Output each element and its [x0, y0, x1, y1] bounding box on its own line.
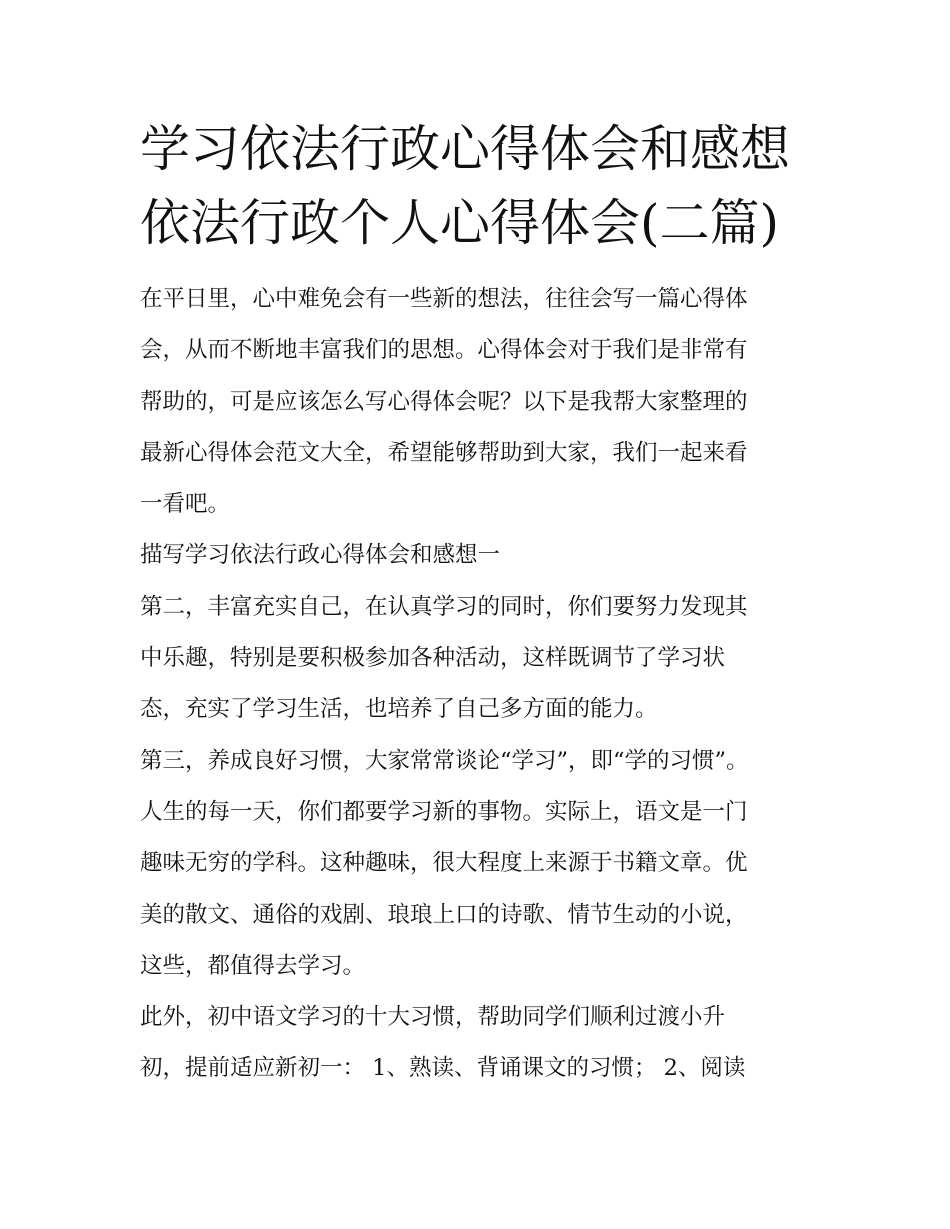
paragraph-third [140, 736, 820, 992]
paragraph-habits [140, 992, 820, 1095]
text-line: 一看吧。 [140, 491, 231, 518]
document-body [140, 274, 820, 1095]
document-title [140, 112, 830, 260]
text-line: 此外，初中语文学习的十大习惯，帮助同学们顺利过渡小升 [140, 1004, 726, 1031]
section-heading [140, 530, 820, 581]
text-line: 趣味无穷的学科。这种趣味，很大程度上来源于书籍文章。优 [140, 850, 748, 877]
title-line-1: 学习依法行政心得体会和感想 [140, 120, 790, 178]
text-line: 中乐趣，特别是要积极参加各种活动，这样既调节了学习状 [140, 645, 726, 672]
text-line: 美的散文、通俗的戏剧、琅琅上口的诗歌、情节生动的小说， [140, 901, 748, 928]
paragraph-intro [140, 274, 820, 530]
text-line: 初，提前适应新初一： 1、熟读、背诵课文的习惯； 2、阅读 [140, 1055, 746, 1082]
text-line: 会，从而不断地丰富我们的思想。心得体会对于我们是非常有 [140, 337, 748, 364]
text-line: 最新心得体会范文大全，希望能够帮助到大家，我们一起来看 [140, 439, 748, 466]
text-line: 描写学习依法行政心得体会和感想一 [140, 542, 501, 569]
title-line-2: 依法行政个人心得体会(二篇) [140, 194, 780, 252]
paragraph-second [140, 582, 820, 736]
text-line: 第二，丰富充实自己，在认真学习的同时，你们要努力发现其 [140, 593, 748, 620]
text-line: 这些，都值得去学习。 [140, 952, 366, 979]
text-line: 人生的每一天，你们都要学习新的事物。实际上，语文是一门 [140, 798, 748, 825]
text-line: 在平日里，心中难免会有一些新的想法，往往会写一篇心得体 [140, 286, 748, 312]
text-line: 第三，养成良好习惯，大家常常谈论“学习”，即“学的习惯”。 [140, 747, 749, 774]
text-line: 态，充实了学习生活，也培养了自己多方面的能力。 [140, 696, 658, 723]
text-line: 帮助的，可是应该怎么写心得体会呢？以下是我帮大家整理的 [140, 388, 748, 415]
